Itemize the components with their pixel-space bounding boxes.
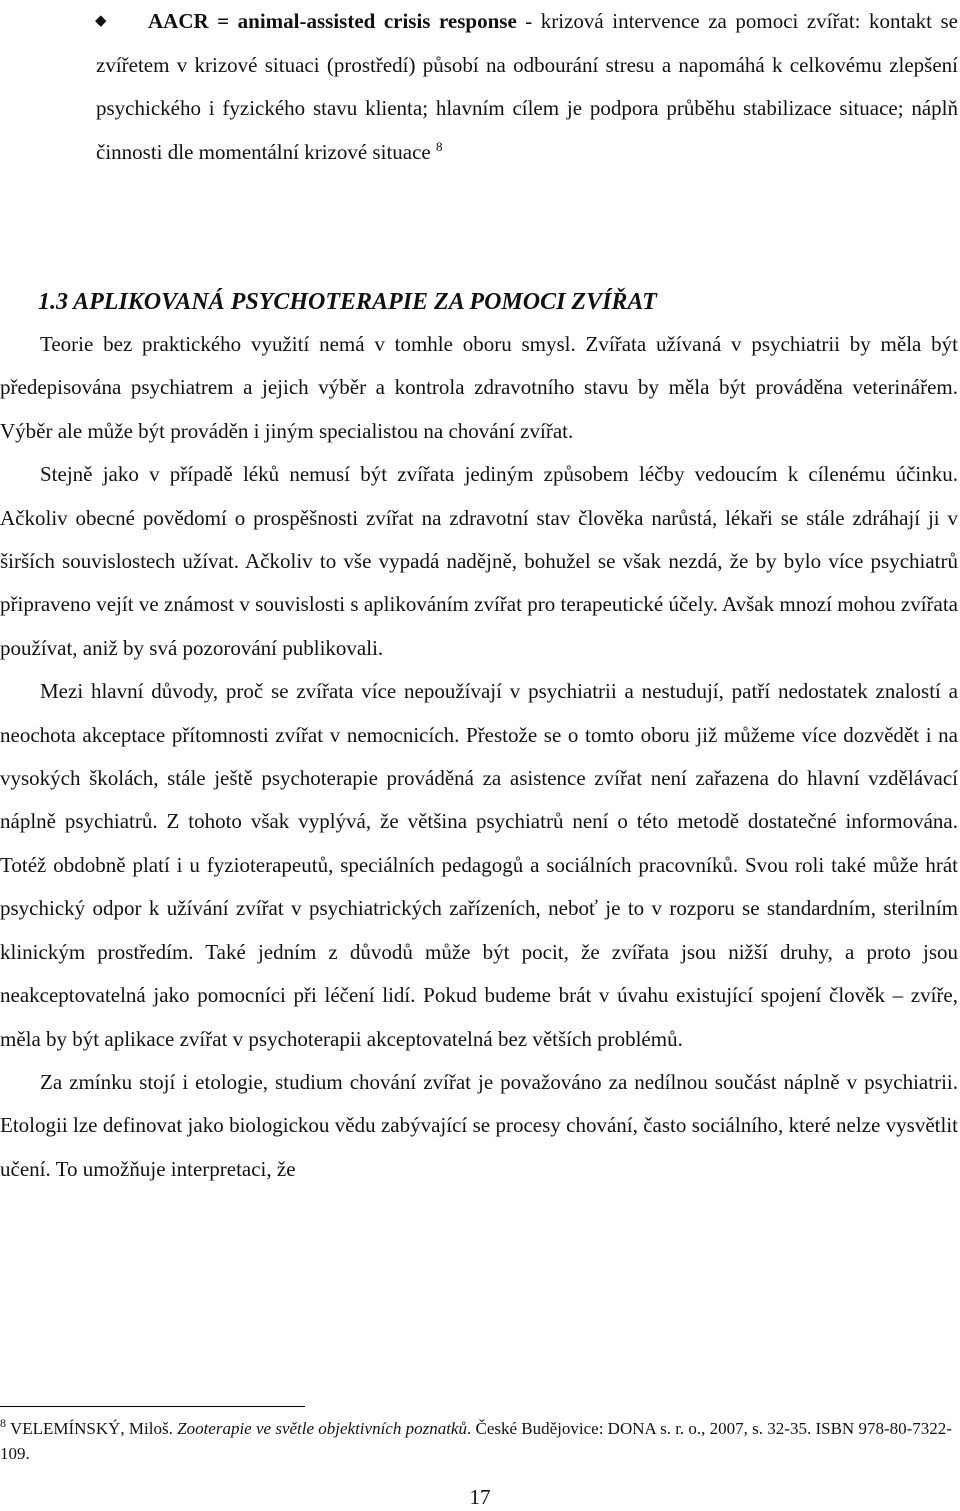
footnote xyxy=(0,1416,958,1466)
bullet-text xyxy=(96,0,958,174)
paragraph-2: Stejně jako v případě léků nemusí být zvířata jediným způsobem léčby vedoucím k cílenému účinku. Ačkoliv obecné povědomí o prospěšnosti zvířat na zdravotní stav člověka narůstá, lékaři se stále zdráhají ji v širších souvislostech užívat. Ačkoliv to vše vypadá nadějně, bohužel se však nezdá, že by bylo více psychiatrů připraveno vejít ve známost v souvislosti s aplikováním zvířat pro terapeutické účely. Avšak mnozí mohou zvířata používat, aniž by svá pozorování publikovali. xyxy=(0,462,958,660)
paragraph-4: Za zmínku stojí i etologie, studium chování zvířat je považováno za nedílnou součást náplně v psychiatrii. Etologii lze definovat jako biologickou vědu zabývající se procesy chování, často sociálního, které nelze vysvětlit učení. To umožňuje interpretaci, že xyxy=(0,1069,958,1181)
footnote-number: 8 xyxy=(0,1416,6,1430)
footnote-title: Zooterapie ve světle objektivních poznatků xyxy=(177,1419,467,1438)
footnote-author: VELEMÍNSKÝ, Miloš. xyxy=(6,1419,178,1438)
footnote-separator xyxy=(0,1406,305,1407)
bullet-item-aacr xyxy=(96,0,958,174)
bullet-definition: - krizová intervence za pomoci zvířat: kontakt se zvířetem v krizové situaci (prostředí) působí na odbourání stresu a napomáhá k celkovému zlepšení psychického i fyzického stavu klienta; hlavním cílem je podpora průběhu stabilizace situace; náplň činnosti dle momentální krizové situace xyxy=(96,9,958,164)
bullet-term: AACR = animal-assisted crisis response xyxy=(148,9,517,33)
paragraph-1: Teorie bez praktického využití nemá v tomhle oboru smysl. Zvířata užívaná v psychiatrii by měla být předepisována psychiatrem a jejich výběr a kontrola zdravotního stavu by měla být prováděna veterinářem. Výběr ale může být prováděn i jiným specialistou na chování zvířat. xyxy=(0,332,958,443)
footnote-reference: 8 xyxy=(436,138,443,154)
diamond-bullet-icon: ◆ xyxy=(95,13,107,29)
section-heading: 1.3 APLIKOVANÁ PSYCHOTERAPIE ZA POMOCI ZVÍŘAT xyxy=(38,289,657,315)
footnote-publication: . České Budějovice: DONA s. r. o., 2007, s. 32-35. ISBN 978-80-7322-109. xyxy=(0,1419,952,1463)
paragraph-3: Mezi hlavní důvody, proč se zvířata více nepoužívají v psychiatrii a nestudují, patří nedostatek znalostí a neochota akceptace přítomnosti zvířat v nemocnicích. Přestože se o tomto oboru již můžeme více dozvědět i na vysokých školách, stále ještě psychoterapie prováděná za asistence zvířat není zařazena do hlavní vzdělávací náplně psychiatrů. Z tohoto však vyplývá, že většina psychiatrů není o této metodě dostatečné informována. Totéž obdobně platí i u fyzioterapeutů, speciálních pedagogů a sociálních pracovníků. Svou roli také může hrát psychický odpor k užívání zvířat v psychiatrických zařízeních, neboť je to v rozporu se standardním, sterilním klinickým prostředím. Také jedním z důvodů může být pocit, že zvířata jsou nižší druhy, a proto jsou neakceptovatelná jako pomocníci při léčení lidí. Pokud budeme brát v úvahu existující spojení člověk – zvíře, měla by být aplikace zvířat v psychoterapii akceptovatelná bez větších problémů. xyxy=(0,679,958,1051)
body-text xyxy=(0,323,958,1191)
page-number: 17 xyxy=(469,1485,491,1509)
